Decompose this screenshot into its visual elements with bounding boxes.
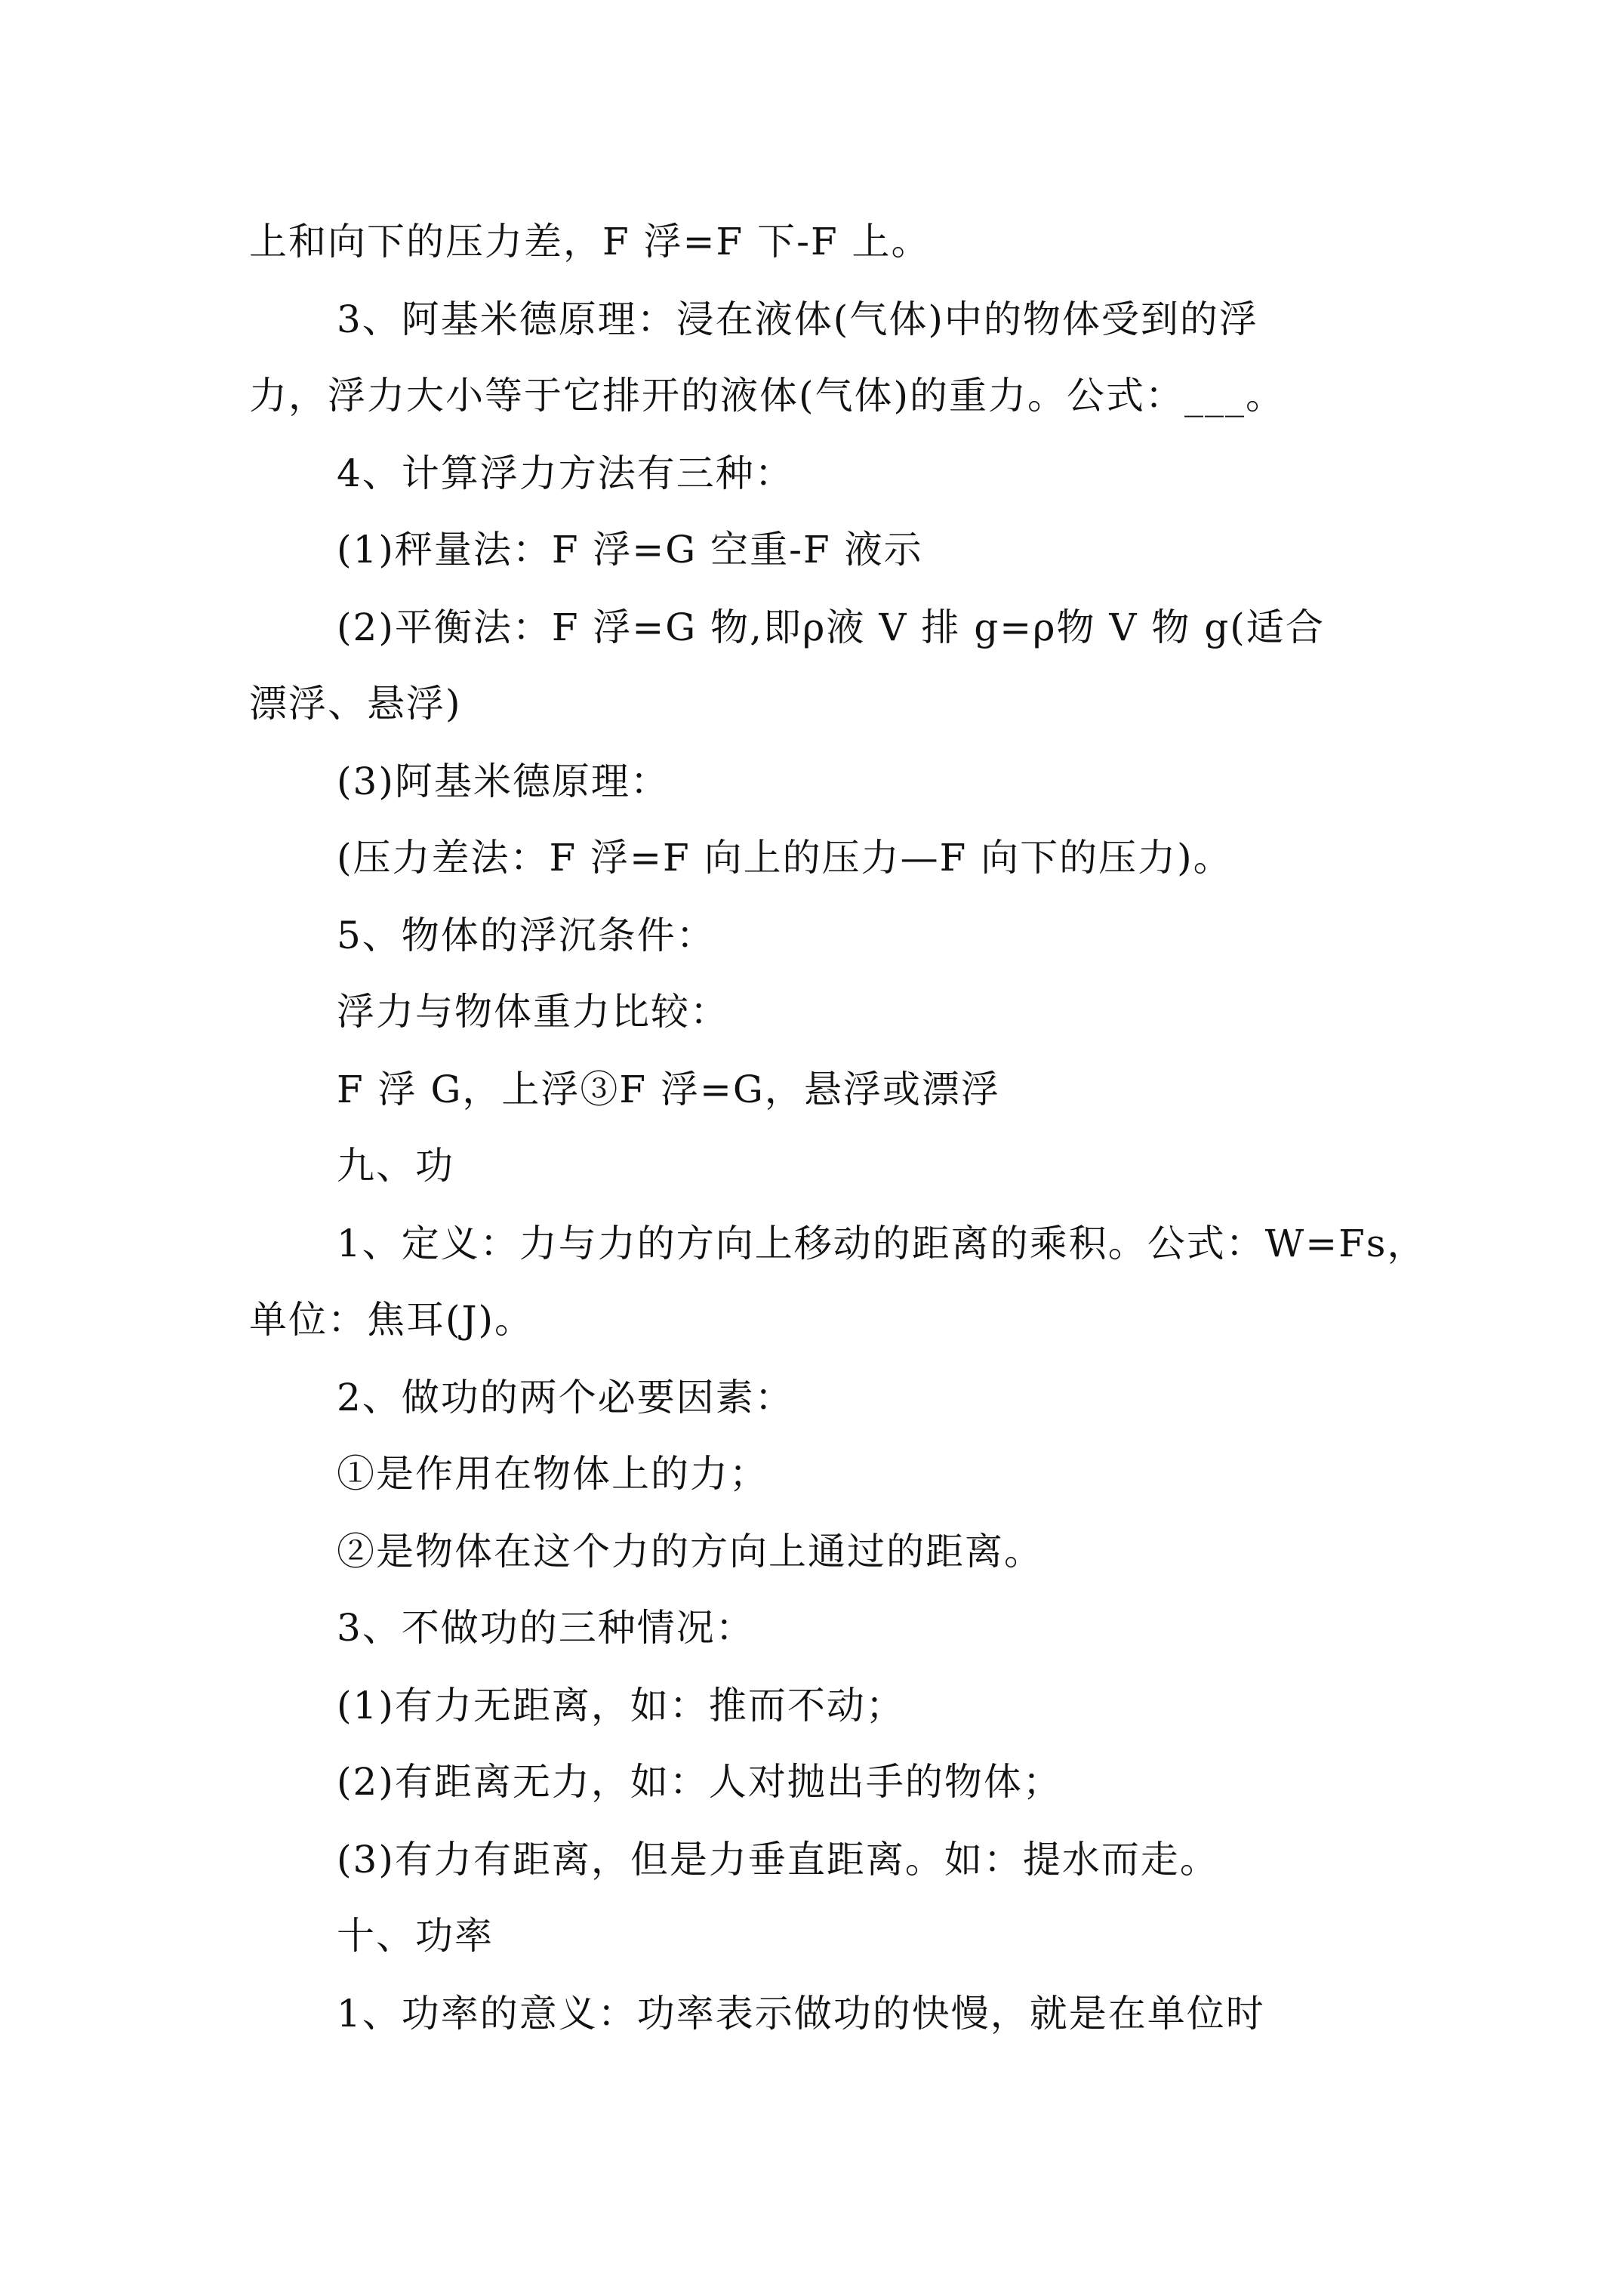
text-line: 5、物体的浮沉条件： (337, 914, 716, 957)
section-heading: 九、功 (337, 1144, 454, 1188)
text-line: (3)有力有距离，但是力垂直距离。如：提水而走。 (337, 1838, 1219, 1881)
text-line: (1)有力无距离，如：推而不动； (337, 1684, 905, 1727)
text-line: 4、计算浮力方法有三种： (337, 451, 794, 495)
text-line: ②是物体在这个力的方向上通过的距离。 (337, 1530, 1043, 1573)
section-heading: 十、功率 (337, 1914, 494, 1958)
text-line: 3、不做功的三种情况： (337, 1606, 755, 1650)
text-line: (2)有距离无力，如：人对抛出手的物体； (337, 1760, 1062, 1804)
text-line: 浮力与物体重力比较： (337, 990, 729, 1034)
text-line: (压力差法：F 浮=F 向上的压力—F 向下的压力)。 (337, 836, 1233, 880)
text-line: (2)平衡法：F 浮=G 物,即ρ液 V 排 g=ρ物 V 物 g(适合 (337, 606, 1325, 649)
text-line: 3、阿基米德原理：浸在液体(气体)中的物体受到的浮 (337, 297, 1258, 341)
text-line: 漂浮、悬浮) (249, 682, 462, 726)
text-line: 1、定义：力与力的方向上移动的距离的乘积。公式：W=Fs， (337, 1222, 1427, 1265)
text-line: F 浮 G，上浮③F 浮=G，悬浮或漂浮 (337, 1068, 1000, 1111)
text-line: 力，浮力大小等于它排开的液体(气体)的重力。公式：___。 (249, 374, 1286, 418)
text-line: (1)秤量法：F 浮=G 空重-F 液示 (337, 528, 923, 572)
text-line: 1、功率的意义：功率表示做功的快慢，就是在单位时 (337, 1992, 1265, 2036)
text-line: 上和向下的压力差，F 浮=F 下-F 上。 (249, 220, 931, 264)
text-line: 单位：焦耳(J)。 (249, 1298, 534, 1342)
text-line: (3)阿基米德原理： (337, 760, 670, 803)
text-line: ①是作用在物体上的力； (337, 1452, 768, 1496)
text-line: 2、做功的两个必要因素： (337, 1376, 794, 1419)
